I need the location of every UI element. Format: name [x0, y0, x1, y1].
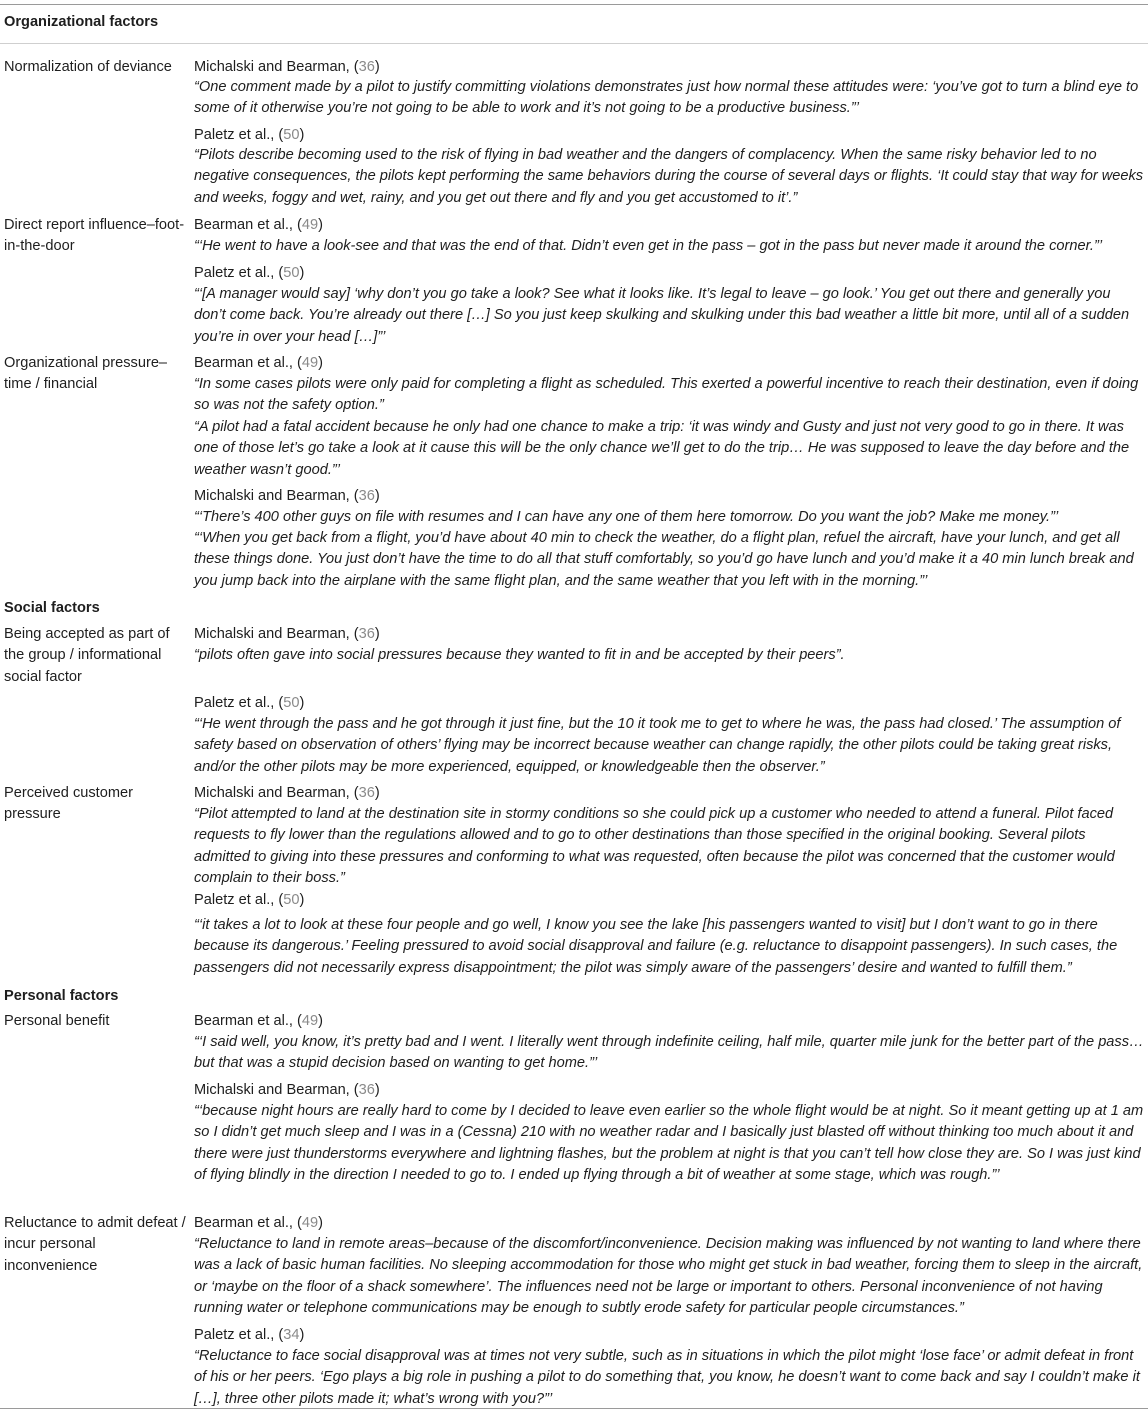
quote-text: “‘There’s 400 other guys on file with resumes and I can have any one of them here tomorrow. Do you want the job? Make me money.”’ [194, 509, 1059, 525]
quote-text: “‘because night hours are really hard to come by I decided to leave even earlier so the whole flight would be at night. So it meant getting up at 1 am so I didn’t get much sleep and I was in a (Cessna) 210 with no weather radar and I basically just blasted off without thinking too much about it and there were just thunderstorms everywhere and lightning flashes, but the problem at night is that you can’t tell how close they are. So I was just kind of flying blindly in the direction I needed to go to. I ended up flying through a bit of weather at some stage, which was rough.”’ [194, 1103, 1144, 1183]
source-citation: Paletz et al., (50) [194, 892, 305, 908]
quote-text: “‘He went to have a look-see and that was the end of that. Didn’t even get in the pass – got in the pass but never made it around the corner.”’ [194, 238, 1103, 254]
quote-text: “Pilots describe becoming used to the risk of flying in bad weather and the dangers of complacency. When the same risky behavior led to no negative consequences, the pilots kept performing the same behaviors during the course of several days or flights. ‘It could stay that way for weeks and weeks, foggy and wet, rainy, and you get out there and fly and you get accustomed to it’.” [194, 147, 1144, 206]
reference-link[interactable]: 49 [301, 1013, 319, 1029]
factor-label: Being accepted as part of the group / informational social factor [4, 626, 170, 685]
source-citation: Bearman et al., (49) [194, 1013, 323, 1029]
section-heading-social: Social factors [4, 600, 100, 616]
reference-link[interactable]: 49 [301, 1215, 319, 1231]
quote-text: “A pilot had a fatal accident because he only had one chance to make a trip: ‘it was windy and Gusty and just not very good to go in there. It was one of those let’s go take a look at it cause this will be the only chance we’ll get to do the trip… He was supposed to leave the day before and the weather wasn’t good.”’ [194, 419, 1130, 478]
quote-text: “‘it takes a lot to look at these four people and go well, I know you see the lake [his passengers wanted to visit] but I don’t want to go in there because its dangerous.’ Feeling pressured to avoid social disapproval and failure (e.g. reluctance to disappoint passengers). In such cases, the passengers did not necessarily express disappointment; the pilot was simply aware of the passengers’ desire and wanted to fulfill them.” [194, 917, 1118, 976]
reference-link[interactable]: 36 [358, 1082, 375, 1098]
reference-link[interactable]: 50 [283, 695, 300, 711]
factor-label: Normalization of deviance [4, 59, 172, 75]
reference-link[interactable]: 50 [283, 127, 300, 143]
factor-label: Organizational pressure–time / financial [4, 355, 168, 393]
table-top-rule [0, 4, 1148, 5]
source-citation: Michalski and Bearman, (36) [194, 785, 380, 801]
source-citation: Bearman et al., (49) [194, 217, 323, 233]
quote-text: “One comment made by a pilot to justify committing violations demonstrates just how normal these attitudes were: ‘you’ve got to turn a blind eye to some of it otherwise you’re not going to be able to work and it’s not going to be a productive business.”’ [194, 79, 1139, 117]
source-citation: Paletz et al., (50) [194, 695, 305, 711]
reference-link[interactable]: 34 [283, 1327, 300, 1343]
quote-text: “‘He went through the pass and he got through it just fine, but the 10 it took me to get to where he was, the pass had closed.’ The assumption of safety based on observation of others’ flying may be incorrect because weather can change rapidly, the other pilots could be taking great risks, and/or the other pilots may be more experienced, equipped, or knowledgeable then the observer.” [194, 716, 1121, 775]
source-citation: Paletz et al., (50) [194, 265, 305, 281]
reference-link[interactable]: 36 [358, 785, 375, 801]
quote-text: “‘[A manager would say] ‘why don’t you go take a look? See what it looks like. It’s legal to leave – go look.’ You get out there and generally you don’t come back. You’re already out there […] So you just keep skulking and skulking under this bad weather a little bit more, until all of a sudden you’re in over your head […]”’ [194, 286, 1130, 345]
factor-label: Direct report influence–foot-in-the-door [4, 217, 185, 255]
factor-label: Perceived customer pressure [4, 785, 133, 823]
quote-text: “pilots often gave into social pressures because they wanted to fit in and be accepted by their peers”. [194, 647, 845, 663]
quote-text: “Reluctance to land in remote areas–because of the discomfort/inconvenience. Decision making was influenced by not wanting to land where there was a lack of basic human facilities. No sleeping accommodation for those who might get stuck in bad weather, forcing them to sleep in the aircraft, or ‘maybe on the floor of a shack somewhere’. The influences need not be large or important to others. Personal inconvenience of not having running water or telephone communications may be enough to subtly erode safety for particular people circumstances.” [194, 1236, 1143, 1316]
reference-link[interactable]: 50 [283, 892, 300, 908]
reference-link[interactable]: 36 [358, 59, 375, 75]
reference-link[interactable]: 36 [358, 626, 375, 642]
quote-text: “Reluctance to face social disapproval was at times not very subtle, such as in situations in which the pilot might ‘lose face’ or admit defeat in front of his or her peers. ‘Ego plays a big role in pushing a pilot to do something that, you know, he doesn’t want to come back and say I couldn’t make it […], three other pilots made it; what’s wrong with you?”’ [194, 1348, 1140, 1407]
quote-text: “‘I said well, you know, it’s pretty bad and I went. I literally went through indefinite ceiling, half mile, quarter mile junk for the better part of the pass… but that was a stupid decision based on wanting to get home.”’ [194, 1034, 1144, 1072]
section-heading-personal: Personal factors [4, 988, 119, 1004]
source-citation: Bearman et al., (49) [194, 1215, 323, 1231]
reference-link[interactable]: 49 [301, 217, 319, 233]
reference-link[interactable]: 49 [301, 355, 319, 371]
source-citation: Michalski and Bearman, (36) [194, 488, 380, 504]
source-citation: Paletz et al., (34) [194, 1327, 305, 1343]
quote-text: “In some cases pilots were only paid for completing a flight as scheduled. This exerted a powerful incentive to reach their destination, even if doing so was not the safety option.” [194, 376, 1139, 414]
reference-link[interactable]: 36 [358, 488, 375, 504]
source-citation: Bearman et al., (49) [194, 355, 323, 371]
factor-label: Reluctance to admit defeat / incur personal inconvenience [4, 1215, 186, 1274]
source-citation: Michalski and Bearman, (36) [194, 626, 380, 642]
quote-text: “‘When you get back from a flight, you’d have about 40 min to check the weather, do a flight plan, refuel the aircraft, have your lunch, and get all these things done. You just don’t have the time to do all that stuff comfortably, so you’d go have lunch and you’d make it a 40 min lunch break and you jump back into the airplane with the same flight plan, and the same weather that you left with in the morning.”’ [194, 530, 1134, 589]
source-citation: Michalski and Bearman, (36) [194, 1082, 380, 1098]
header-divider [0, 43, 1148, 44]
factor-label: Personal benefit [4, 1013, 110, 1029]
quote-text: “Pilot attempted to land at the destination site in stormy conditions so she could pick up a customer who needed to attend a funeral. Pilot faced requests to fly lower than the regulations allowed and to go to other destinations than those specified in the original booking. Several pilots admitted to giving into these pressures and conforming to what was requested, often because the pilot was concerned that the customer would complain to their boss.” [194, 806, 1115, 886]
source-citation: Paletz et al., (50) [194, 127, 305, 143]
source-citation: Michalski and Bearman, (36) [194, 59, 380, 75]
reference-link[interactable]: 50 [283, 265, 300, 281]
section-heading-organizational: Organizational factors [4, 14, 159, 30]
